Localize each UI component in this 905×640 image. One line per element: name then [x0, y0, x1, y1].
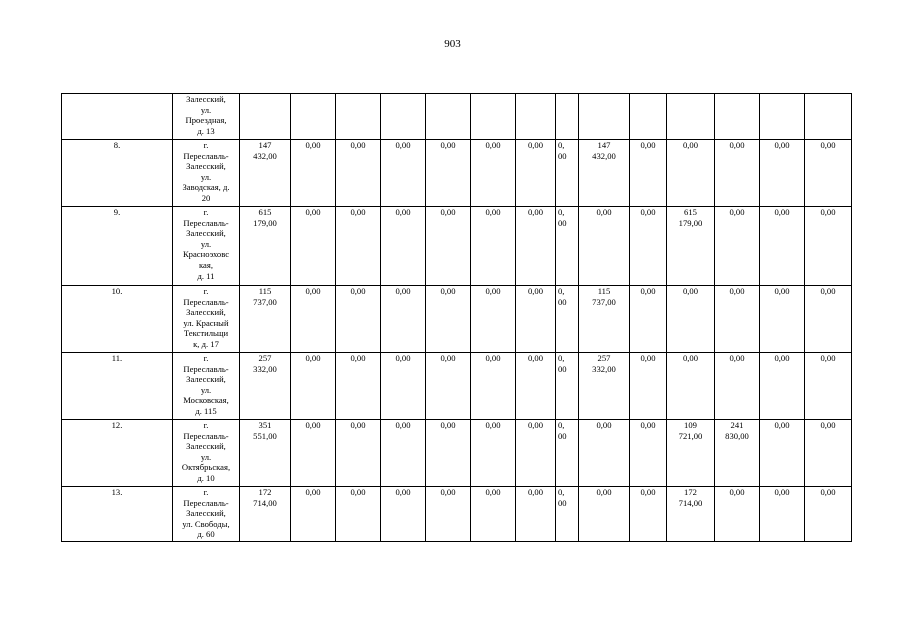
value-cell [579, 207, 630, 286]
value-cell [240, 420, 291, 487]
value-cell [805, 94, 852, 140]
value-cell [516, 487, 556, 542]
value-line: 0,00 [682, 286, 699, 296]
value-line: 0,00 [596, 420, 612, 430]
address-cell [173, 286, 240, 353]
address-line: г. [203, 353, 209, 363]
value-line: 0, [558, 140, 565, 150]
row-number-cell: 8. [62, 140, 173, 207]
value-line: 714,00 [253, 497, 277, 508]
value-line: 0, [558, 420, 565, 430]
value-cell [630, 420, 667, 487]
value-cell [805, 353, 852, 420]
value-cell [715, 286, 760, 353]
table-body [62, 94, 852, 542]
value-line: 179,00 [678, 217, 703, 228]
value-line: 0,00 [820, 420, 836, 430]
value-line: 115 [258, 286, 272, 296]
value-line: 0,00 [527, 286, 544, 296]
value-cell [760, 487, 805, 542]
table-row [62, 140, 852, 207]
row-number-cell: 13. [62, 487, 173, 542]
value-cell [240, 140, 291, 207]
value-line: 737,00 [253, 296, 277, 307]
value-cell [760, 286, 805, 353]
value-line: 0,00 [305, 353, 321, 363]
address-cell [173, 94, 240, 140]
value-cell [336, 487, 381, 542]
value-line: 0,00 [305, 207, 321, 217]
address-line: г. [203, 286, 209, 296]
value-line: 0,00 [350, 420, 366, 430]
address-line: г. [203, 487, 209, 497]
value-line: 257 [258, 353, 272, 363]
value-cell [426, 94, 471, 140]
value-cell [426, 420, 471, 487]
value-line: 351 [258, 420, 272, 430]
value-cell [240, 487, 291, 542]
value-line: 0,00 [485, 487, 501, 497]
value-line: 0,00 [640, 487, 656, 497]
value-cell [516, 207, 556, 286]
value-cell [579, 286, 630, 353]
value-cell [715, 420, 760, 487]
value-line: 0,00 [485, 353, 501, 363]
address-line: г. [203, 420, 209, 430]
value-line: 0, [558, 286, 565, 296]
value-cell [336, 207, 381, 286]
address-line: Заводская, д. [182, 182, 230, 193]
value-cell [426, 207, 471, 286]
value-line: 0,00 [395, 207, 411, 217]
value-cell [336, 420, 381, 487]
address-line: г. [203, 140, 209, 150]
row-number-cell: 11. [62, 353, 173, 420]
address-line: 20 [201, 192, 211, 203]
address-line: к, д. 17 [193, 338, 219, 349]
value-cell [426, 140, 471, 207]
value-cell [579, 94, 630, 140]
value-line: 0,00 [395, 140, 411, 150]
value-line: 714,00 [678, 497, 703, 508]
value-line: 00 [558, 296, 567, 307]
value-cell [381, 94, 426, 140]
value-cell [381, 420, 426, 487]
value-cell [426, 286, 471, 353]
value-cell [291, 286, 336, 353]
value-line: 0,00 [395, 353, 411, 363]
data-table [61, 93, 852, 542]
value-line: 257 [597, 353, 611, 363]
value-line: 0, [558, 487, 565, 497]
value-cell [630, 487, 667, 542]
value-cell [291, 487, 336, 542]
address-line: ул. [200, 384, 212, 395]
value-cell [805, 487, 852, 542]
address-cell [173, 207, 240, 286]
address-line: д. 10 [197, 472, 215, 483]
address-cell [173, 487, 240, 542]
address-line: Залесский, [186, 307, 226, 318]
value-cell [667, 207, 715, 286]
value-line: 0,00 [527, 420, 544, 430]
value-line: 0,00 [820, 286, 836, 296]
value-line: 241 [730, 420, 744, 430]
value-cell [556, 420, 579, 487]
value-line: 332,00 [253, 363, 277, 374]
value-cell [471, 487, 516, 542]
value-line: 737,00 [592, 296, 616, 307]
address-line: ул. Свободы, [182, 518, 230, 529]
value-cell [381, 140, 426, 207]
value-cell [760, 207, 805, 286]
value-cell [579, 420, 630, 487]
value-line: 0,00 [350, 207, 366, 217]
value-line: 0,00 [640, 207, 656, 217]
value-cell [630, 94, 667, 140]
value-cell [556, 353, 579, 420]
value-cell [667, 420, 715, 487]
address-line: д. 115 [195, 405, 217, 416]
value-cell [426, 353, 471, 420]
address-line: Переславль- [183, 296, 229, 307]
value-cell [805, 140, 852, 207]
value-line: 0,00 [596, 487, 612, 497]
value-line: 0, [558, 207, 565, 217]
value-line: 0,00 [640, 420, 656, 430]
value-cell [760, 140, 805, 207]
value-line: 0,00 [440, 286, 456, 296]
value-cell [805, 286, 852, 353]
value-cell [556, 286, 579, 353]
table-row [62, 207, 852, 286]
address-line: г. [203, 207, 209, 217]
value-cell [516, 420, 556, 487]
value-line: 0,00 [820, 140, 836, 150]
value-line: 0,00 [640, 140, 656, 150]
value-cell [667, 487, 715, 542]
value-line: 0,00 [729, 487, 745, 497]
value-line: 0,00 [305, 487, 321, 497]
value-cell [805, 207, 852, 286]
value-line: 0, [558, 353, 565, 363]
value-cell [381, 353, 426, 420]
value-cell [471, 94, 516, 140]
value-line: 0,00 [350, 487, 366, 497]
value-line: 0,00 [485, 286, 501, 296]
table-row [62, 353, 852, 420]
table-row [62, 286, 852, 353]
address-line: ул. [200, 238, 212, 249]
address-cell [173, 420, 240, 487]
value-line: 0,00 [395, 420, 411, 430]
value-line: 332,00 [592, 363, 616, 374]
value-line: 0,00 [596, 207, 612, 217]
value-line: 0,00 [774, 286, 790, 296]
value-line: 00 [558, 217, 567, 228]
address-line: Залесский, [186, 161, 226, 172]
value-line: 615 [684, 207, 697, 217]
value-cell [291, 420, 336, 487]
table-row [62, 487, 852, 542]
value-line: 721,00 [678, 430, 703, 441]
value-line: 0,00 [350, 353, 366, 363]
value-line: 147 [597, 140, 611, 150]
value-cell [556, 487, 579, 542]
address-line: Залесский, [186, 508, 226, 519]
value-line: 00 [558, 150, 567, 161]
address-line: Проездная, [185, 115, 227, 126]
row-number-cell: 9. [62, 207, 173, 286]
value-cell [240, 353, 291, 420]
value-line: 172 [684, 487, 697, 497]
value-cell [381, 207, 426, 286]
row-number-cell: 12. [62, 420, 173, 487]
row-number-cell [62, 94, 173, 140]
table-row [62, 420, 852, 487]
value-line: 179,00 [253, 217, 277, 228]
table-row [62, 94, 852, 140]
value-cell [760, 353, 805, 420]
value-line: 0,00 [440, 420, 456, 430]
value-cell [381, 487, 426, 542]
value-cell [630, 207, 667, 286]
address-line: Залесский, [186, 441, 226, 452]
value-cell [667, 140, 715, 207]
value-cell [336, 140, 381, 207]
value-line: 00 [558, 497, 567, 508]
address-line: д. 11 [197, 270, 215, 281]
value-cell [336, 94, 381, 140]
value-line: 0,00 [774, 140, 790, 150]
value-cell [471, 353, 516, 420]
value-line: 0,00 [305, 140, 321, 150]
value-line: 0,00 [729, 140, 745, 150]
address-line: ул. [200, 104, 212, 115]
value-line: 0,00 [440, 353, 456, 363]
value-line: 0,00 [485, 207, 501, 217]
value-line: 0,00 [395, 487, 411, 497]
value-cell [715, 353, 760, 420]
value-cell [336, 286, 381, 353]
value-cell [291, 94, 336, 140]
value-cell [715, 140, 760, 207]
value-line: 0,00 [305, 420, 321, 430]
value-cell [760, 94, 805, 140]
value-line: 0,00 [820, 353, 836, 363]
value-line: 0,00 [305, 286, 321, 296]
value-cell [291, 140, 336, 207]
value-cell [667, 353, 715, 420]
value-cell [240, 286, 291, 353]
value-line: 0,00 [395, 286, 411, 296]
value-line: 00 [558, 363, 567, 374]
value-cell [516, 286, 556, 353]
value-cell [579, 487, 630, 542]
value-cell [516, 94, 556, 140]
value-line: 0,00 [820, 487, 836, 497]
row-number-cell: 10. [62, 286, 173, 353]
value-line: 0,00 [527, 353, 544, 363]
value-line: 0,00 [527, 140, 544, 150]
value-cell [240, 207, 291, 286]
address-line: д. 60 [197, 529, 215, 540]
value-cell [471, 286, 516, 353]
value-line: 0,00 [729, 207, 745, 217]
value-cell [516, 353, 556, 420]
address-line: д. 13 [197, 125, 215, 136]
address-cell [173, 140, 240, 207]
value-line: 830,00 [725, 430, 749, 441]
value-line: 0,00 [440, 487, 456, 497]
address-line: Переславль- [183, 497, 229, 508]
value-cell [471, 420, 516, 487]
value-line: 0,00 [440, 207, 456, 217]
value-cell [667, 94, 715, 140]
value-cell [630, 140, 667, 207]
value-line: 615 [258, 207, 272, 217]
value-cell [630, 353, 667, 420]
value-cell [805, 420, 852, 487]
page-number: 903 [444, 38, 461, 50]
address-line: Октябрьская, [181, 462, 231, 473]
value-line: 0,00 [682, 353, 699, 363]
address-line: Красноэховс [182, 249, 230, 260]
value-cell [556, 94, 579, 140]
value-line: 0,00 [440, 140, 456, 150]
value-cell [579, 140, 630, 207]
value-cell [426, 487, 471, 542]
value-cell [336, 353, 381, 420]
value-line: 109 [684, 420, 697, 430]
value-cell [715, 94, 760, 140]
value-cell [715, 487, 760, 542]
value-line: 432,00 [253, 150, 277, 161]
value-line: 0,00 [640, 353, 656, 363]
value-line: 551,00 [253, 430, 277, 441]
value-line: 0,00 [820, 207, 836, 217]
value-cell [556, 140, 579, 207]
address-line: ул. [200, 451, 212, 462]
value-line: 172 [258, 487, 272, 497]
value-line: 432,00 [592, 150, 616, 161]
address-line: Переславль- [183, 430, 229, 441]
address-line: кая, [199, 259, 213, 270]
value-line: 0,00 [485, 420, 501, 430]
value-line: 0,00 [774, 207, 790, 217]
address-line: Переславль- [183, 363, 229, 374]
value-line: 0,00 [350, 286, 366, 296]
value-cell [471, 140, 516, 207]
address-line: ул. Красный [183, 317, 229, 328]
value-line: 0,00 [774, 420, 790, 430]
address-line: Переславль- [183, 217, 229, 228]
value-line: 0,00 [640, 286, 656, 296]
value-line: 00 [558, 430, 567, 441]
value-line: 0,00 [774, 353, 790, 363]
value-line: 0,00 [682, 140, 699, 150]
value-line: 0,00 [774, 487, 790, 497]
address-line: Московская, [183, 395, 229, 406]
value-line: 0,00 [527, 207, 544, 217]
value-line: 115 [597, 286, 611, 296]
value-cell [630, 286, 667, 353]
value-line: 0,00 [729, 353, 745, 363]
value-line: 0,00 [527, 487, 544, 497]
address-line: Залесский, [186, 228, 226, 239]
value-line: 0,00 [729, 286, 745, 296]
address-line: Переславль- [183, 150, 229, 161]
value-cell [667, 286, 715, 353]
value-cell [715, 207, 760, 286]
address-line: ул. [200, 171, 212, 182]
value-line: 147 [258, 140, 272, 150]
address-line: Залесский, [186, 94, 226, 104]
address-cell [173, 353, 240, 420]
value-cell [579, 353, 630, 420]
value-cell [291, 353, 336, 420]
value-cell [291, 207, 336, 286]
value-cell [381, 286, 426, 353]
value-cell [760, 420, 805, 487]
value-cell [516, 140, 556, 207]
address-line: Текстильщи [183, 328, 229, 339]
value-cell [240, 94, 291, 140]
value-cell [556, 207, 579, 286]
address-line: Залесский, [186, 374, 226, 385]
value-cell [471, 207, 516, 286]
value-line: 0,00 [485, 140, 501, 150]
value-line: 0,00 [350, 140, 366, 150]
